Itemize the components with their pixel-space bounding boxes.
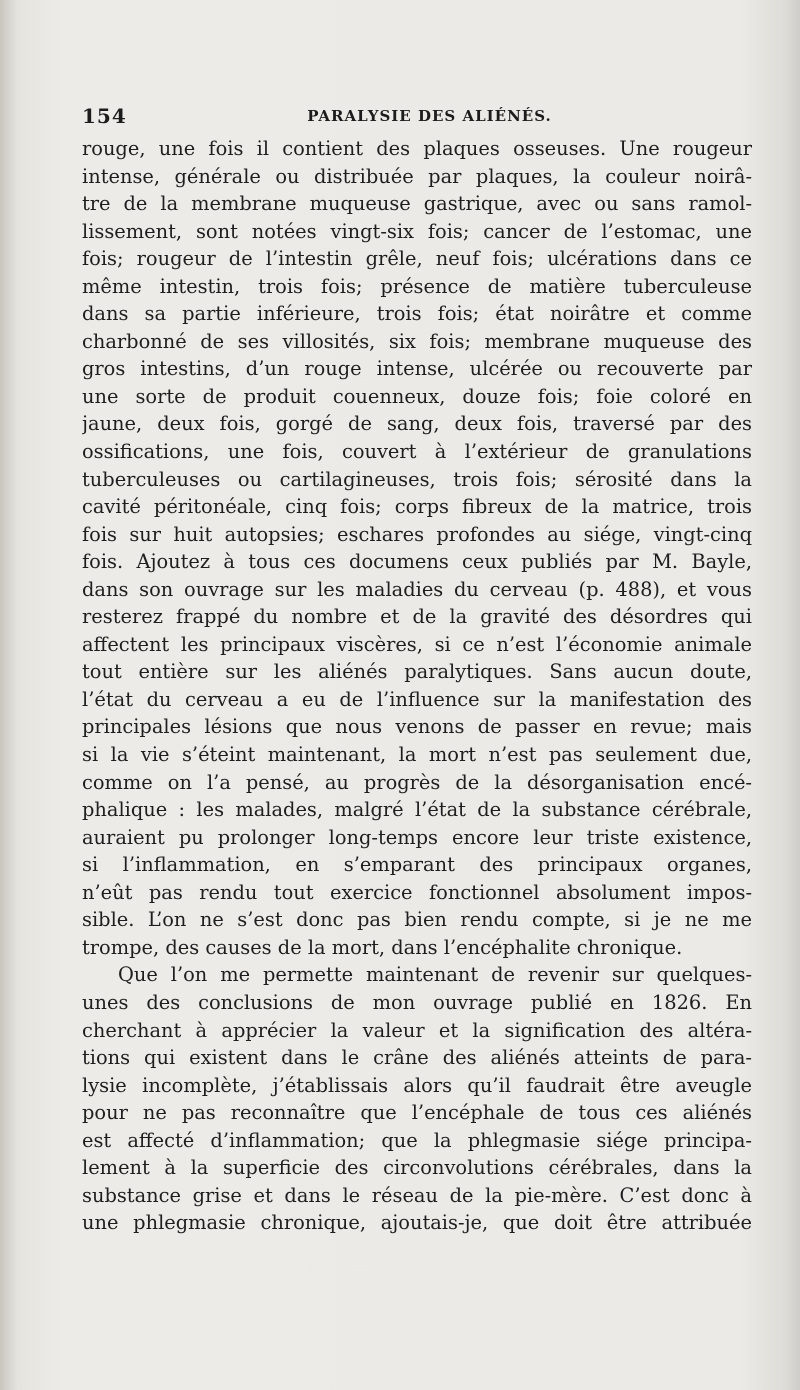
running-title: PARALYSIE DES ALIÉNÉS. — [307, 107, 552, 125]
text-line: une sorte de produit couenneux, douze fois; foie coloré en — [82, 384, 752, 408]
text-line: dans son ouvrage sur les maladies du cerveau (p. 488), et vous — [82, 577, 752, 601]
text-line: charbonné de ses villosités, six fois; membrane muqueuse des — [82, 329, 752, 353]
text-line: si l’inflammation, en s’emparant des principaux organes, — [82, 853, 752, 877]
page-header — [82, 104, 747, 130]
text-line: sible. L’on ne s’est donc pas bien rendu compte, si je ne me — [82, 908, 752, 932]
text-line: comme on l’a pensé, au progrès de la désorganisation encé- — [82, 770, 752, 794]
text-line: pour ne pas reconnaître que l’encéphale de tous ces aliénés — [82, 1101, 752, 1125]
text-line: cavité péritonéale, cinq fois; corps fibreux de la matrice, trois — [82, 495, 752, 519]
text-line: unes des conclusions de mon ouvrage publié en 1826. En — [82, 990, 752, 1014]
text-line: dans sa partie inférieure, trois fois; état noirâtre et comme — [82, 302, 752, 326]
text-line: phalique : les malades, malgré l’état de la substance cérébrale, — [82, 798, 752, 822]
text-line: tre de la membrane muqueuse gastrique, avec ou sans ramol- — [82, 192, 752, 216]
text-line: fois. Ajoutez à tous ces documens ceux publiés par M. Bayle, — [82, 550, 752, 574]
text-line: gros intestins, d’un rouge intense, ulcérée ou recouverte par — [82, 357, 752, 381]
text-line: même intestin, trois fois; présence de matière tuberculeuse — [82, 274, 752, 298]
text-line: si la vie s’éteint maintenant, la mort n’est pas seulement due, — [82, 743, 752, 767]
text-line: cherchant à apprécier la valeur et la signification des altéra- — [82, 1018, 752, 1042]
text-line: tuberculeuses ou cartilagineuses, trois fois; sérosité dans la — [82, 467, 752, 491]
body-text — [82, 135, 752, 1237]
text-line: tout entière sur les aliénés paralytiques. Sans aucun doute, — [82, 660, 752, 684]
text-line: resterez frappé du nombre et de la gravité des désordres qui — [82, 605, 752, 629]
text-line: lysie incomplète, j’établissais alors qu’il faudrait être aveugle — [82, 1073, 752, 1097]
text-line: est affecté d’inflammation; que la phlegmasie siége principa- — [82, 1128, 752, 1152]
text-line: jaune, deux fois, gorgé de sang, deux fois, traversé par des — [82, 412, 752, 436]
text-line: auraient pu prolonger long-temps encore leur triste existence, — [82, 825, 752, 849]
page-number: 154 — [82, 104, 127, 128]
text-line: principales lésions que nous venons de passer en revue; mais — [82, 715, 752, 739]
text-line: ossifications, une fois, couvert à l’extérieur de granulations — [82, 440, 752, 464]
text-line: lement à la superficie des circonvolutions cérébrales, dans la — [82, 1156, 752, 1180]
text-line: lissement, sont notées vingt-six fois; cancer de l’estomac, une — [82, 219, 752, 243]
text-line: n’eût pas rendu tout exercice fonctionnel absolument impos- — [82, 880, 752, 904]
text-line: une phlegmasie chronique, ajoutais-je, que doit être attribuée — [82, 1211, 752, 1235]
text-line: fois sur huit autopsies; eschares profondes au siége, vingt-cinq — [82, 522, 752, 546]
text-line: rouge, une fois il contient des plaques osseuses. Une rougeur — [82, 137, 752, 160]
text-line: fois; rougeur de l’intestin grêle, neuf fois; ulcérations dans ce — [82, 247, 752, 271]
text-line: trompe, des causes de la mort, dans l’encéphalite chronique. — [82, 935, 683, 959]
text-line: tions qui existent dans le crâne des aliénés atteints de para- — [82, 1046, 752, 1070]
text-line: intense, générale ou distribuée par plaques, la couleur noirâ- — [82, 164, 752, 188]
text-line: affectent les principaux viscères, si ce n’est l’économie animale — [82, 632, 752, 656]
text-line: l’état du cerveau a eu de l’influence sur la manifestation des — [82, 687, 752, 711]
paragraph-start-line: Que l’on me permette maintenant de revenir sur quelques- — [118, 963, 752, 987]
text-line: substance grise et dans le réseau de la pie-mère. C’est donc à — [82, 1183, 752, 1207]
